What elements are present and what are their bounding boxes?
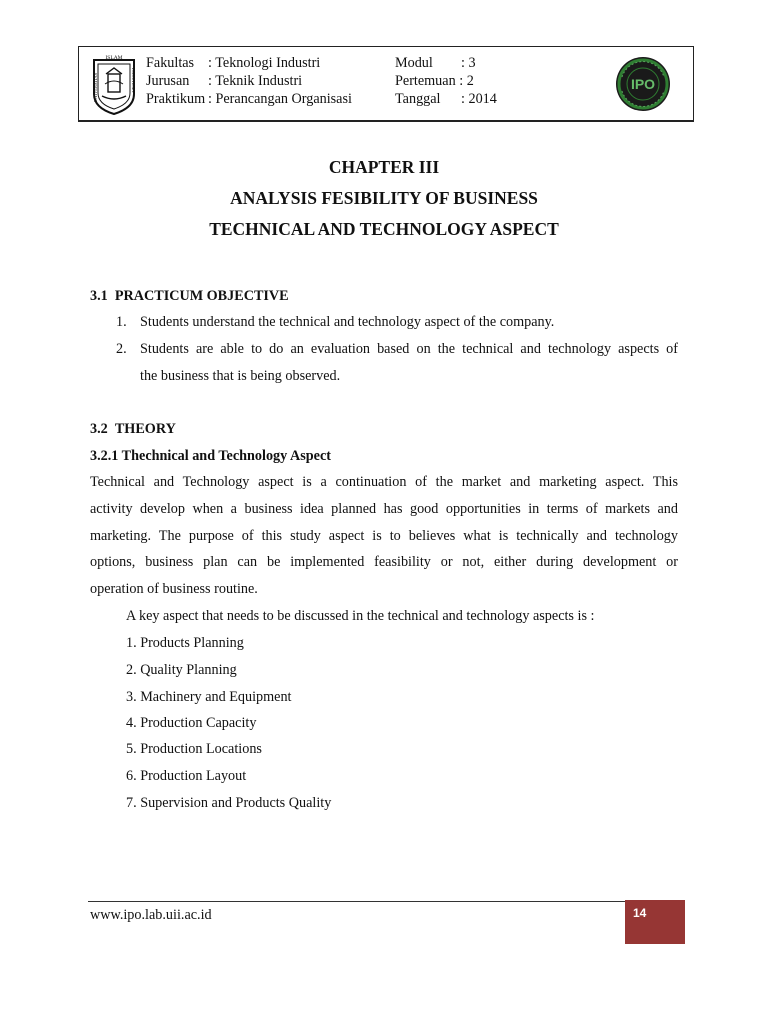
- header-faculty-value: : Teknologi Industri: [208, 55, 321, 71]
- header-faculty-label: Fakultas: [146, 55, 195, 71]
- header-date: [395, 90, 497, 108]
- paragraph-line-5: operation of business routine.: [90, 581, 258, 597]
- paragraph-line-2: activity develop when a business idea planned has good opportunities in terms of markets and: [90, 501, 678, 517]
- header-date-value: : 2014: [461, 91, 497, 107]
- objective-2-text-line-1: Students are able to do an evaluation based on the technical and technology aspects of: [140, 341, 678, 357]
- header-meeting-value: : 2: [459, 73, 474, 89]
- lab-emblem-text: IPO: [630, 76, 656, 92]
- chapter-subtitle-2: TECHNICAL AND TECHNOLOGY ASPECT: [209, 219, 559, 239]
- lab-emblem-icon: [614, 55, 672, 113]
- page-number: 14: [633, 906, 647, 920]
- footer-divider: [88, 901, 625, 902]
- aspect-list-item: 5. Production Locations: [126, 741, 262, 757]
- header-practicum-label: Praktikum: [146, 91, 206, 107]
- aspect-list-item: 1. Products Planning: [126, 635, 244, 651]
- header-date-label: Tanggal: [395, 91, 441, 107]
- crest-text-top: ISLAM: [105, 55, 123, 61]
- section-3-2-heading: [90, 420, 176, 438]
- paragraph-line-1: Technical and Technology aspect is a continuation of the market and marketing aspect. This: [90, 474, 678, 490]
- aspect-list-item: 3. Machinery and Equipment: [126, 689, 292, 705]
- section-3-1-number: 3.1: [90, 288, 108, 304]
- header-department-label: Jurusan: [146, 73, 190, 89]
- paragraph-line-3: marketing. The purpose of this study aspect is to believes what is technically and technology: [90, 528, 678, 544]
- header-faculty: [146, 54, 320, 72]
- header-practicum: [146, 90, 352, 108]
- paragraph-line-4: options, business plan can be implemented feasibility or not, either during development or: [90, 554, 678, 570]
- university-crest-icon: [88, 52, 140, 116]
- crest-text-right: INDONESIA: [131, 68, 136, 93]
- crest-text-left: UNIVERSITAS: [93, 72, 98, 102]
- chapter-subtitle-1: ANALYSIS FESIBILITY OF BUSINESS: [230, 188, 538, 208]
- header-department: [146, 72, 302, 90]
- section-3-1-title: PRACTICUM OBJECTIVE: [114, 288, 289, 304]
- objective-2-number: 2.: [116, 341, 127, 357]
- section-3-2-title: THEORY: [114, 421, 176, 437]
- page-number-badge: [625, 900, 685, 944]
- header-meeting: [395, 72, 474, 90]
- header-module-label: Modul: [395, 55, 433, 71]
- header-module: [395, 54, 476, 72]
- document-header: [78, 46, 694, 122]
- header-practicum-value: : Perancangan Organisasi: [208, 91, 352, 107]
- header-meeting-label: Pertemuan: [395, 73, 456, 89]
- aspects-intro: A key aspect that needs to be discussed in the technical and technology aspects is :: [126, 608, 595, 624]
- objective-2-text-line-2: the business that is being observed.: [140, 368, 341, 384]
- objective-1-text: Students understand the technical and technology aspect of the company.: [140, 314, 555, 330]
- chapter-title: CHAPTER III: [328, 157, 440, 177]
- aspect-list-item: 6. Production Layout: [126, 768, 247, 784]
- subsection-3-2-1-heading: 3.2.1 Thechnical and Technology Aspect: [90, 448, 331, 464]
- section-3-1-heading: [90, 287, 289, 305]
- aspect-list-item: 4. Production Capacity: [126, 715, 257, 731]
- header-department-value: : Teknik Industri: [208, 73, 303, 89]
- objective-1-number: 1.: [116, 314, 127, 330]
- footer-url: www.ipo.lab.uii.ac.id: [90, 907, 212, 923]
- aspect-list-item: 2. Quality Planning: [126, 662, 237, 678]
- header-module-value: : 3: [461, 55, 476, 71]
- aspect-list-item: 7. Supervision and Products Quality: [126, 795, 332, 811]
- section-3-2-number: 3.2: [90, 421, 108, 437]
